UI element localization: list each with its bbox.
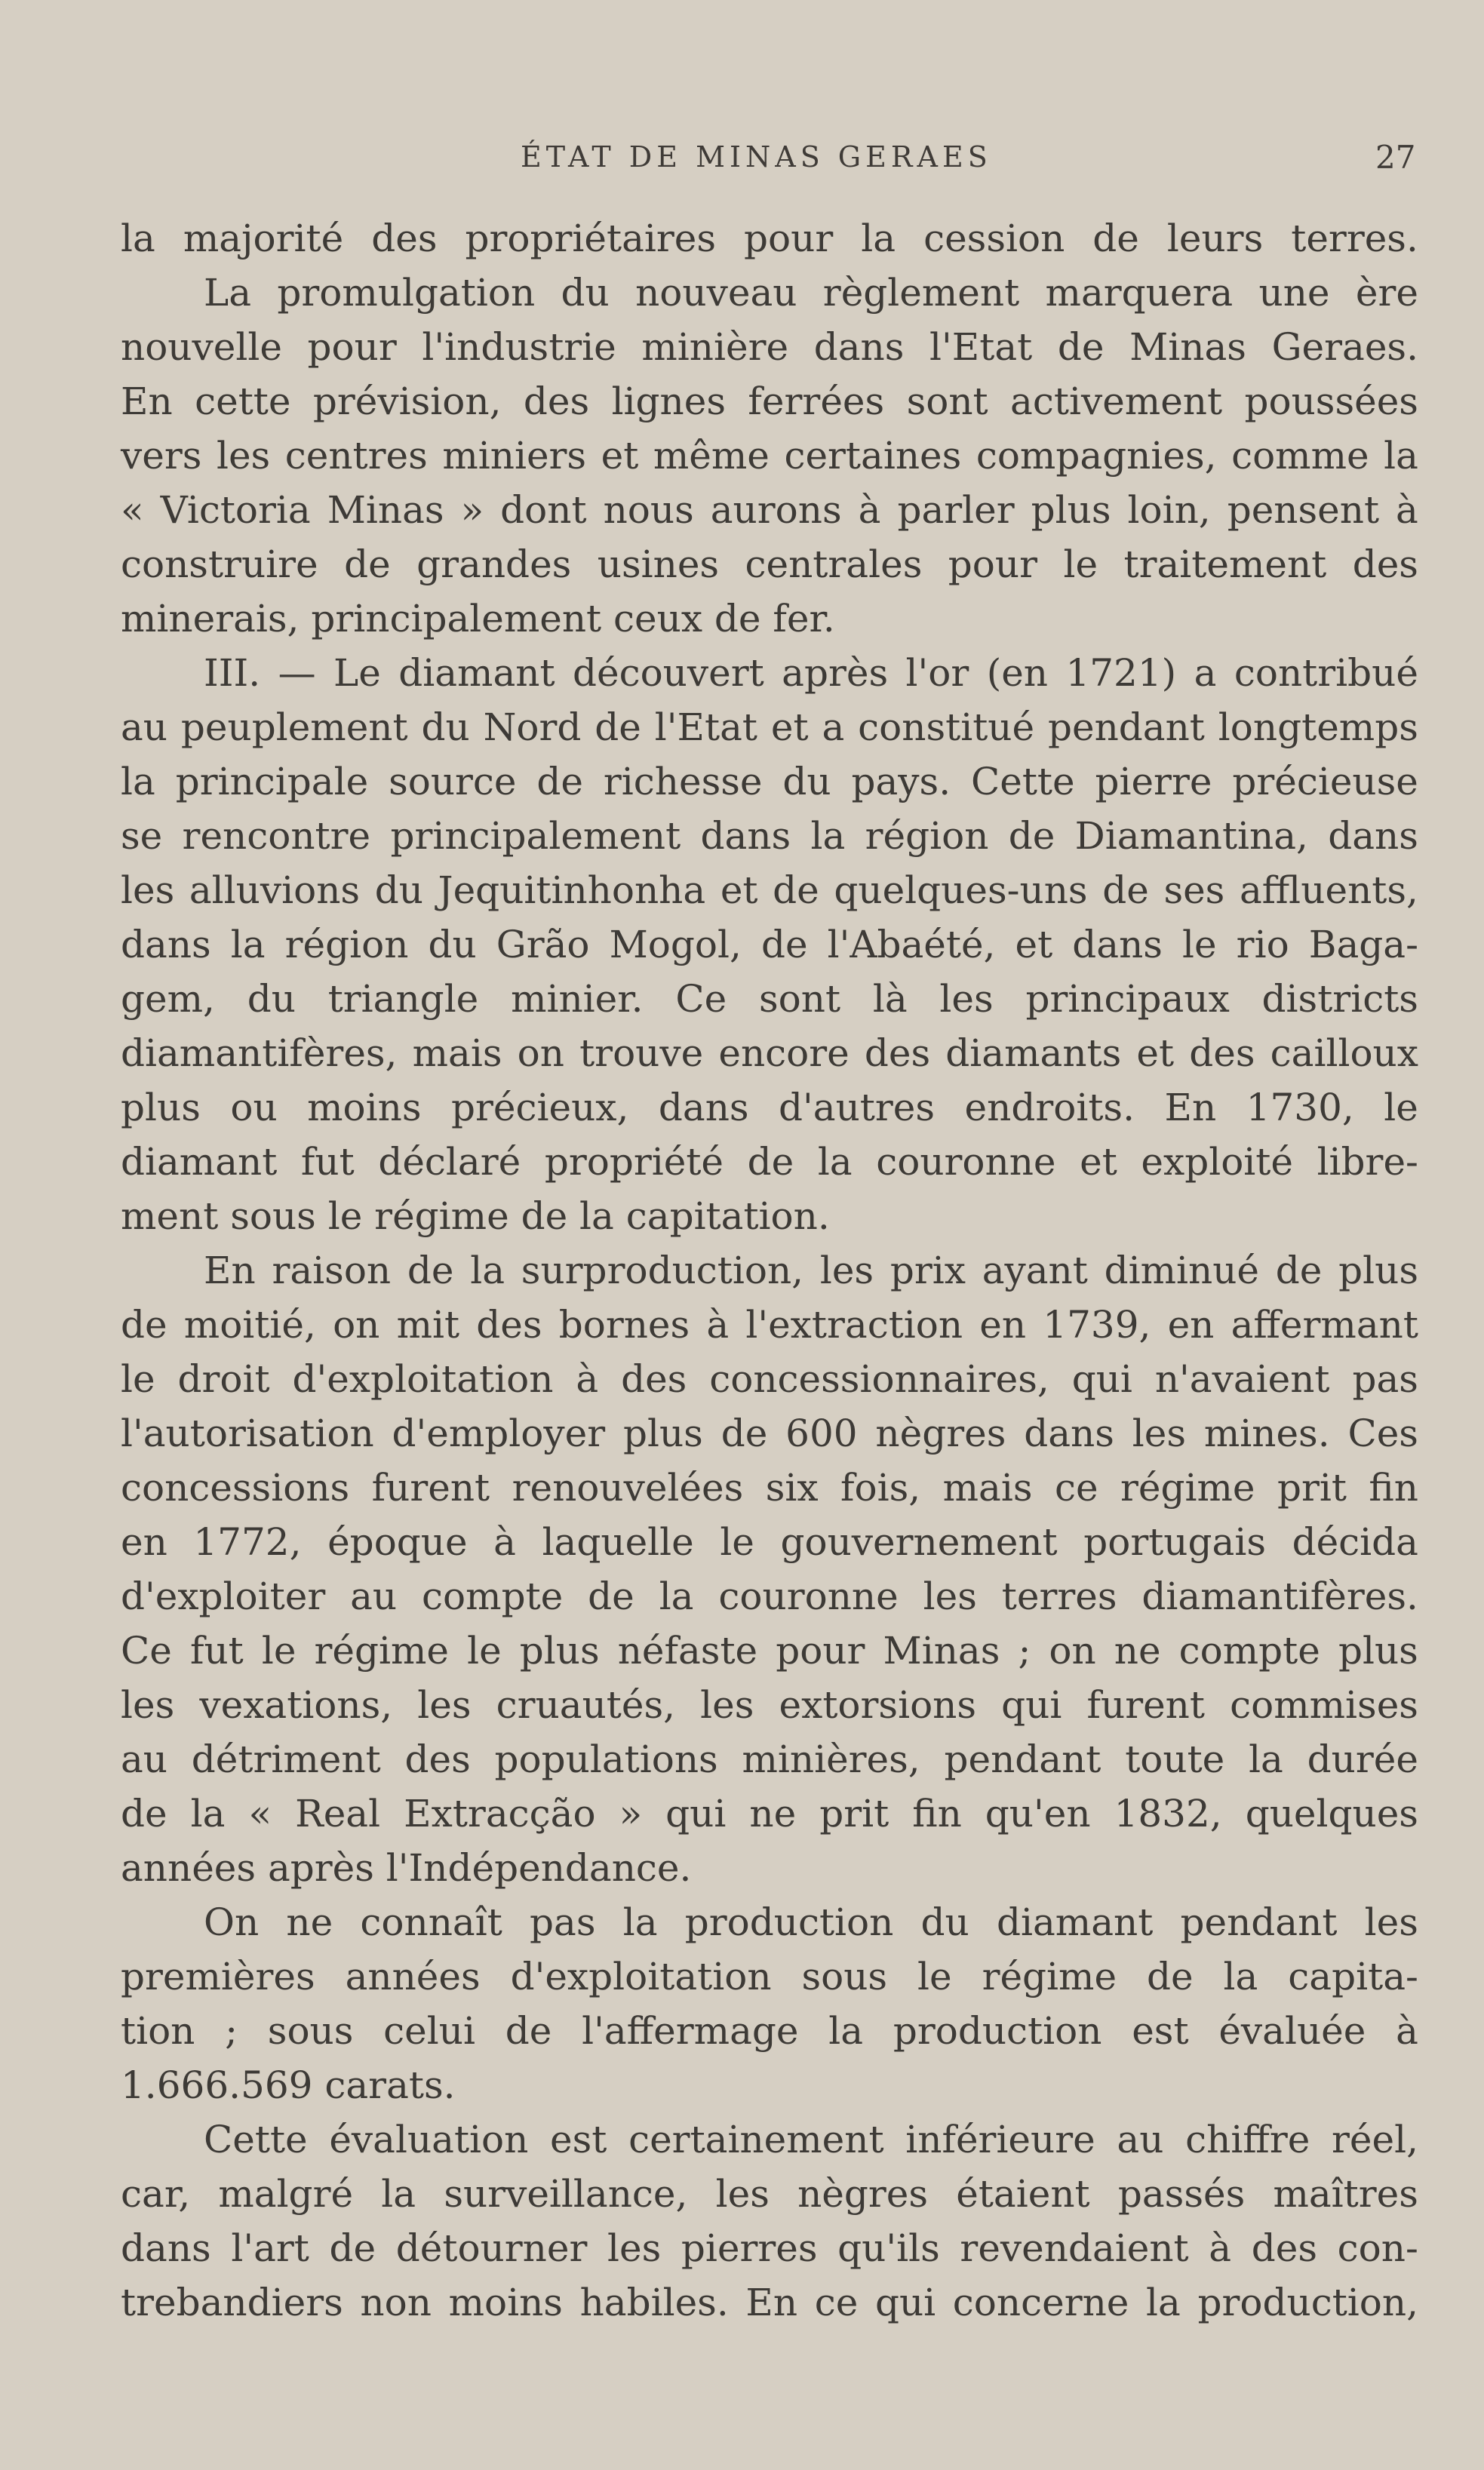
text-line: se rencontre principalement dans la région de Diamantina, dans <box>121 814 1418 858</box>
text-line: III. — Le diamant découvert après l'or (en 1721) a contribué <box>204 651 1418 695</box>
text-line: car, malgré la surveillance, les nègres étaient passés maîtres <box>121 2172 1418 2216</box>
text-line: au détriment des populations minières, pendant toute la durée <box>121 1737 1418 1781</box>
page-header <box>0 136 1484 181</box>
text-line: Ce fut le régime le plus néfaste pour Minas ; on ne compte plus <box>121 1629 1418 1673</box>
text-line: au peuplement du Nord de l'Etat et a constitué pendant longtemps <box>121 705 1418 749</box>
body-text <box>121 211 1418 2330</box>
text-line: diamantifères, mais on trouve encore des diamants et des cailloux <box>121 1031 1418 1075</box>
text-line: vers les centres miniers et même certaines compagnies, comme la <box>121 434 1418 478</box>
text-line: On ne connaît pas la production du diamant pendant les <box>204 1900 1418 1944</box>
page-number: 27 <box>1375 139 1416 176</box>
text-line: les alluvions du Jequitinhonha et de quelques-uns de ses affluents, <box>121 868 1418 912</box>
text-line: la principale source de richesse du pays. Cette pierre précieuse <box>121 760 1418 803</box>
text-line: nouvelle pour l'industrie minière dans l'Etat de Minas Geraes. <box>121 325 1418 369</box>
text-line: En raison de la surproduction, les prix ayant diminué de plus <box>204 1249 1418 1292</box>
text-line: en 1772, époque à laquelle le gouvernement portugais décida <box>121 1520 1418 1564</box>
text-line: l'autorisation d'employer plus de 600 nègres dans les mines. Ces <box>121 1412 1418 1455</box>
text-line: le droit d'exploitation à des concessionnaires, qui n'avaient pas <box>121 1357 1418 1401</box>
text-line: années après l'Indépendance. <box>121 1846 692 1890</box>
text-line: de la « Real Extracção » qui ne prit fin qu'en 1832, quelques <box>121 1792 1418 1836</box>
text-line: plus ou moins précieux, dans d'autres endroits. En 1730, le <box>121 1086 1418 1129</box>
text-line: minerais, principalement ceux de fer. <box>121 597 835 641</box>
text-line: construire de grandes usines centrales pour le traitement des <box>121 542 1418 586</box>
text-line: gem, du triangle minier. Ce sont là les principaux districts <box>121 977 1418 1021</box>
text-line: En cette prévision, des lignes ferrées sont activement poussées <box>121 379 1418 423</box>
text-line: « Victoria Minas » dont nous aurons à parler plus loin, pensent à <box>121 488 1418 532</box>
text-line: la majorité des propriétaires pour la cession de leurs terres. <box>121 217 1418 260</box>
text-line: trebandiers non moins habiles. En ce qui concerne la production, <box>121 2281 1418 2324</box>
text-line: Cette évaluation est certainement inférieure au chiffre réel, <box>204 2118 1418 2161</box>
text-line: La promulgation du nouveau règlement marquera une ère <box>204 271 1418 315</box>
text-line: tion ; sous celui de l'affermage la production est évaluée à <box>121 2009 1418 2053</box>
text-line: dans la région du Grão Mogol, de l'Abaété, et dans le rio Baga- <box>121 923 1418 966</box>
text-line: ment sous le régime de la capitation. <box>121 1194 830 1238</box>
text-line: premières années d'exploitation sous le régime de la capita- <box>121 1955 1418 1998</box>
text-line: dans l'art de détourner les pierres qu'ils revendaient à des con- <box>121 2226 1418 2270</box>
running-head: ÉTAT DE MINAS GERAES <box>521 140 992 174</box>
text-line: d'exploiter au compte de la couronne les terres diamantifères. <box>121 1574 1418 1618</box>
text-line: de moitié, on mit des bornes à l'extraction en 1739, en affermant <box>121 1303 1418 1347</box>
text-line: les vexations, les cruautés, les extorsions qui furent commises <box>121 1683 1418 1727</box>
text-line: concessions furent renouvelées six fois, mais ce régime prit fin <box>121 1466 1418 1510</box>
text-line: diamant fut déclaré propriété de la couronne et exploité libre- <box>121 1140 1418 1184</box>
text-line: 1.666.569 carats. <box>121 2063 456 2107</box>
